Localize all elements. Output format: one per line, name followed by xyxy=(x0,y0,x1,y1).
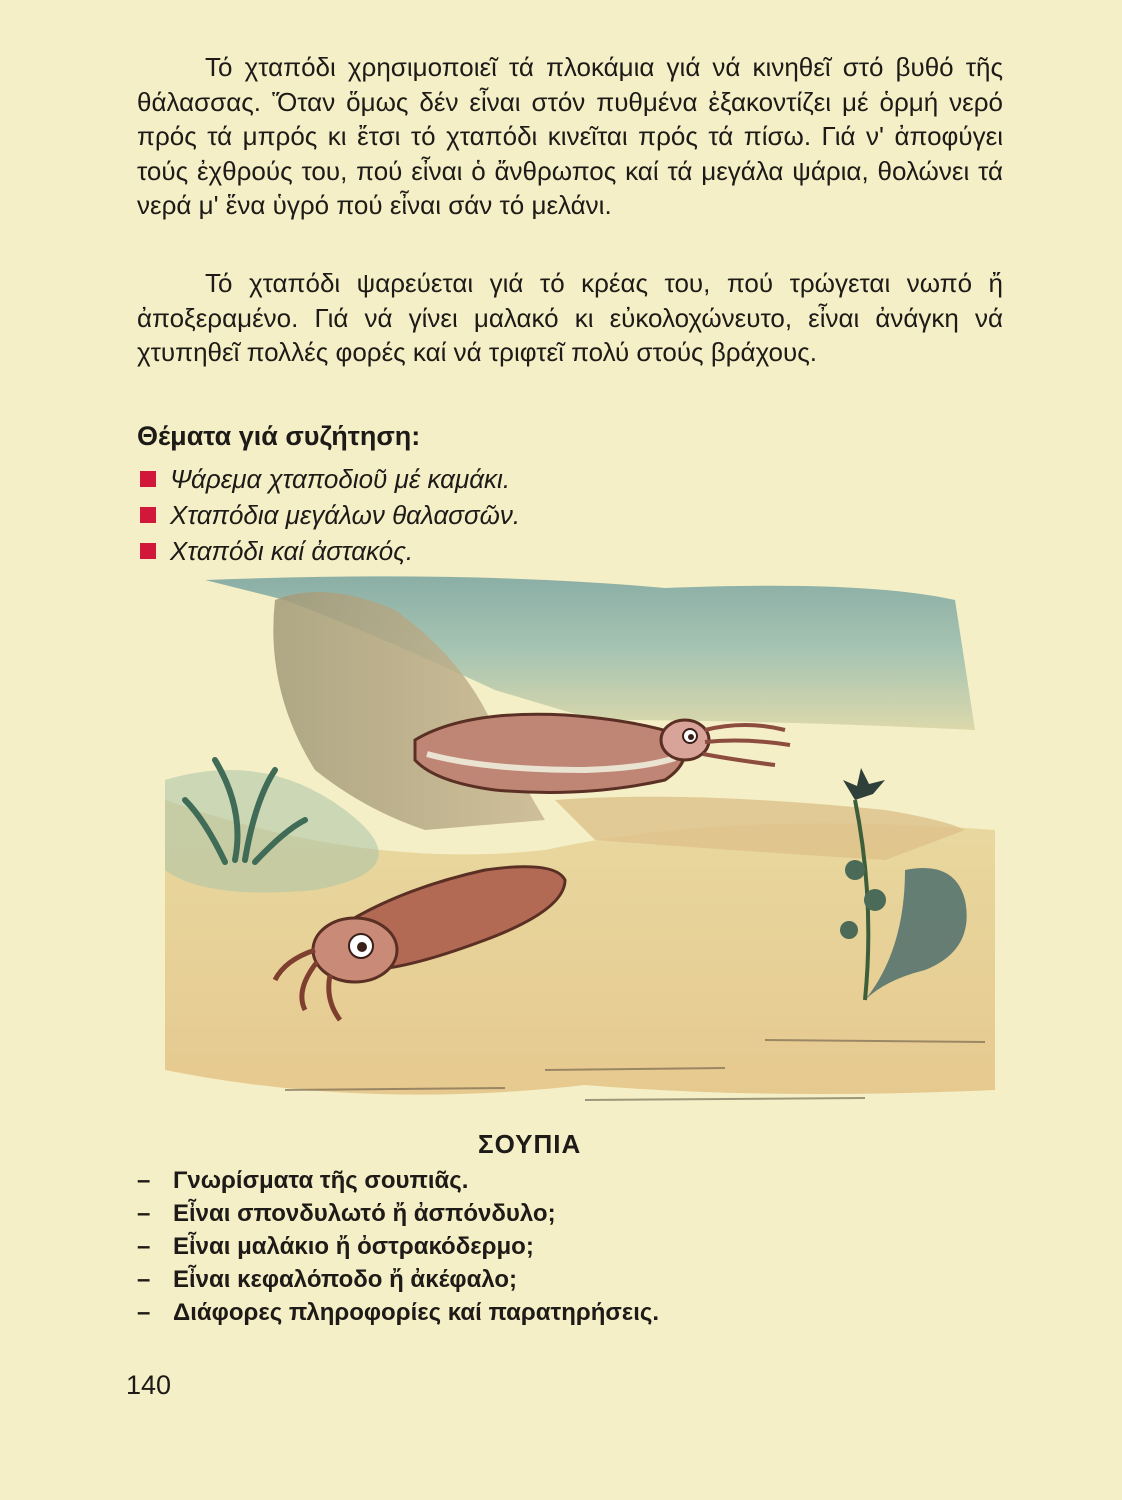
upper-cuttlefish xyxy=(415,714,790,792)
paragraph-text: Τό χταπόδι ψαρεύεται γιά τό κρέας του, πού τρώγεται νωπό ἤ ἀποξεραμένο. Γιά νά γίνει μαλακό κι εὐκολοχώνευτο, εἶναι ἀνάγκη νά χτυπηθεῖ πολλές φορές καί νά τριφτεῖ πολύ στούς βράχους. xyxy=(137,268,1003,367)
dash-icon: – xyxy=(137,1298,151,1326)
topics-list xyxy=(140,461,520,569)
paragraph-2 xyxy=(137,266,1003,370)
questions-list xyxy=(137,1164,659,1329)
page-number: 140 xyxy=(126,1370,172,1400)
list-item: Ψάρεμα χταποδιοῦ μέ καμάκι. xyxy=(140,461,520,497)
dash-icon: – xyxy=(137,1232,151,1260)
topics-heading: Θέματα γιά συζήτηση: xyxy=(137,421,421,451)
paragraph-1 xyxy=(137,50,1003,223)
dash-icon: – xyxy=(137,1265,151,1293)
cuttlefish-illustration xyxy=(165,570,995,1130)
list-item: – Διάφορες πληροφορίες καί παρατηρήσεις. xyxy=(137,1298,660,1326)
list-item: – Εἶναι μαλάκιο ἤ ὀστρακόδερμο; xyxy=(137,1232,534,1260)
dash-icon: – xyxy=(137,1166,151,1194)
list-item: – Εἶναι κεφαλόποδο ἤ ἀκέφαλο; xyxy=(137,1265,518,1293)
square-bullet-icon xyxy=(140,507,156,523)
list-item: Χταπόδια μεγάλων θαλασσῶν. xyxy=(140,497,520,533)
square-bullet-icon xyxy=(140,543,156,559)
square-bullet-icon xyxy=(140,471,156,487)
section-title: ΣΟΥΠΙΑ xyxy=(478,1129,582,1159)
paragraph-text: Τό χταπόδι χρησιμοποιεῖ τά πλοκάμια γιά νά κινηθεῖ στό βυθό τῆς θάλασσας. Ὅταν ὅμως δέν εἶναι στόν πυθμένα ἐξακοντίζει μέ ὁρμή νερό πρός τά μπρός κι ἔτσι τό χταπόδι κινεῖται πρός τά πίσω. Γιά ν' ἀποφύγει τούς ἐχθρούς του, πού εἶναι ὁ ἄνθρωπος καί τά μεγάλα ψάρια, θολώνει τά νερά μ' ἕνα ὑγρό πού εἶναι σάν τό μελάνι. xyxy=(137,52,1003,220)
list-item: – Εἶναι σπονδυλωτό ἤ ἀσπόνδυλο; xyxy=(137,1199,556,1227)
dash-icon: – xyxy=(137,1199,151,1227)
list-item: – Γνωρίσματα τῆς σουπιᾶς. xyxy=(137,1166,469,1194)
list-item: Χταπόδι καί ἀστακός. xyxy=(140,533,520,569)
